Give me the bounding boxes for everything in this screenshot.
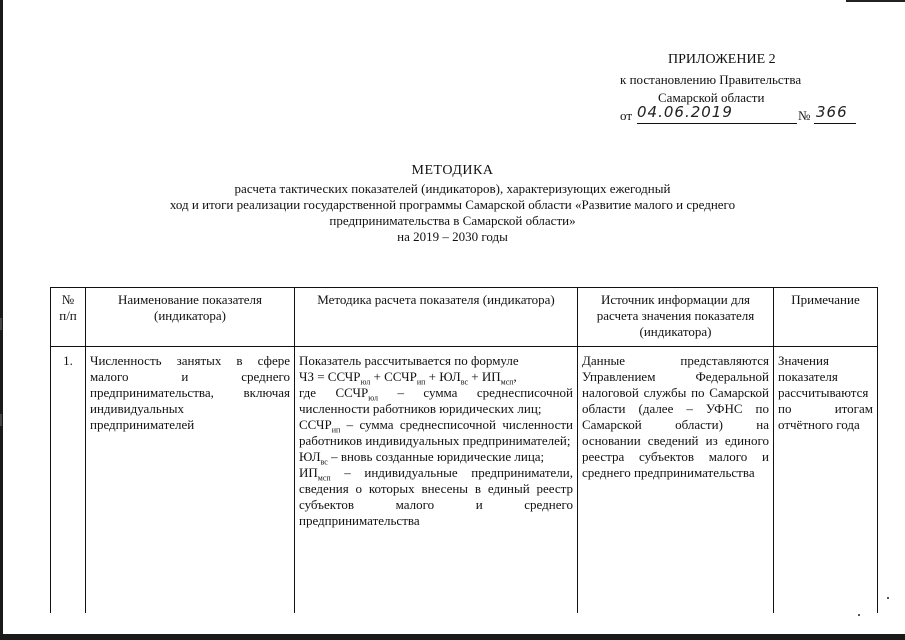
definition-text: – вновь созданные юридические лица; [327,449,545,464]
scan-dot [858,614,860,616]
method-formula [299,369,573,385]
handwritten-date: 04.06.2019 [637,103,733,121]
formula-subscript: юл [360,377,371,387]
formula-subscript: мсп [500,377,514,387]
method-definition-3 [299,449,573,465]
header-calculation-method: Методика расчета показателя (индикатора) [295,288,578,347]
title-line-2: ход и итоги реализации государственной программы Самарской области «Развитие малого и среднего [169,197,736,212]
method-definition-1 [299,385,573,417]
row-calculation-method [295,347,578,614]
scan-mark-top [846,0,905,2]
method-definition-2 [299,417,573,449]
header-indicator-name: Наименование показателя (индикатора) [86,288,295,347]
row-note: Значения показателя рассчитываются по итогам отчётного года [774,347,878,614]
method-intro: Показатель рассчитывается по формуле [299,353,519,368]
table-row [51,347,878,614]
definition-text: – индивидуальные предприниматели, сведения о которых внесены в единый реестр субъектов малого и среднего предпринимательства [299,465,573,528]
title-line-4: на 2019 – 2030 годы [397,229,508,244]
definition-subscript: мсп [317,473,331,483]
handwritten-number: 366 [816,103,848,121]
table-header-row [51,288,878,347]
definition-term: ССЧР [299,417,332,432]
appendix-title: ПРИЛОЖЕНИЕ 2 [668,52,776,67]
appendix-line-region: Самарской области [658,90,765,105]
formula-subscript: вс [460,377,469,387]
formula-part: + ИП [468,369,501,384]
appendix-from-label: от [620,108,633,123]
definition-term: где ССЧР [299,385,369,400]
formula-part: + ЮЛ [425,369,461,384]
method-definition-4 [299,465,573,529]
definition-term: ИП [299,465,318,480]
formula-part: ЧЗ = ССЧР [299,369,361,384]
scan-dot [887,597,889,599]
formula-part: + ССЧР [370,369,417,384]
scan-tick [0,318,2,330]
definition-subscript: юл [368,393,378,403]
methodology-table [50,287,878,613]
formula-part: , [513,369,517,384]
scan-tick [0,414,2,426]
definition-subscript: вс [320,457,328,467]
document-title [0,163,905,245]
date-underline [637,123,797,124]
header-information-source: Источник информации для расчета значения показателя (индикатора) [578,288,774,347]
title-line-1: расчета тактических показателей (индикаторов), характеризующих ежегодный [234,181,671,196]
scan-edge-bottom [0,634,905,640]
definition-text: – сумма среднесписочной численности работников юридических лиц; [299,385,574,416]
row-number: 1. [51,347,86,614]
header-note: Примечание [774,288,878,347]
appendix-line-resolution: к постановлению Правительства [620,72,802,87]
number-underline [814,123,856,124]
formula-subscript: ип [416,377,426,387]
appendix-number-label: № [798,108,811,123]
row-indicator-name: Численность занятых в сфере малого и среднего предпринимательства, включая индивидуальных предпринимателей [86,347,295,614]
definition-text: – сумма среднесписочной численности работников индивидуальных предпринимателей; [299,417,573,448]
header-number: № п/п [51,288,86,347]
appendix-date-line [620,103,848,124]
definition-subscript: ип [331,425,341,435]
title-line-3: предпринимательства в Самарской области» [329,213,576,228]
title-head: МЕТОДИКА [411,163,494,178]
definition-term: ЮЛ [299,449,321,464]
row-information-source: Данные представляются Управлением Федеральной налоговой службы по Самарской области (далее – УФНС по Самарской области) на основании сведений из единого реестра субъектов малого и среднего предпринимательства [578,347,774,614]
